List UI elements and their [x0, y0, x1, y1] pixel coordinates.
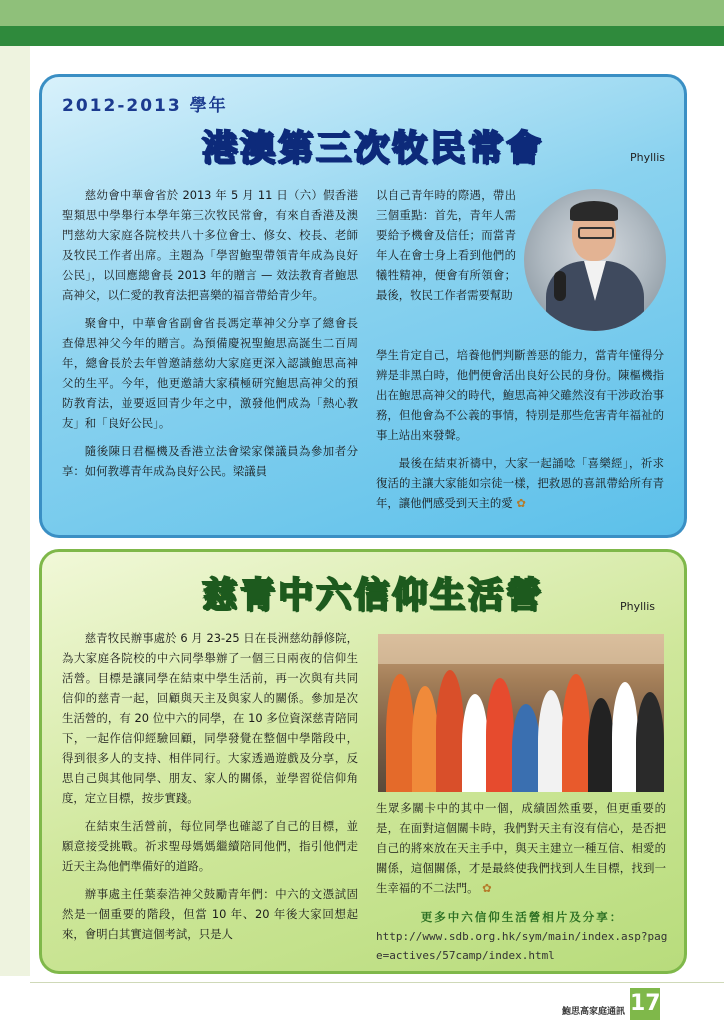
academic-year: 2012-2013 學年 [62, 96, 228, 116]
article-2-left-column [62, 628, 358, 952]
paragraph: 在結束生活營前，每位同學也確認了自己的目標，並願意接受挑戰。祈求聖母媽媽繼續陪同他們，指引他們走近天主為他們準備好的道路。 [62, 819, 358, 873]
article-1-right-bottom-column [376, 345, 664, 521]
more-photos-heading: 更多中六信仰生活營相片及分享： [420, 910, 624, 924]
article-1-box [39, 74, 687, 538]
article-2-title: 慈青中六信仰生活營 [201, 576, 544, 616]
article-2-author: Phyllis [620, 600, 656, 613]
article-2-box [39, 549, 687, 974]
header-dark-band [0, 26, 724, 46]
article-1-title: 港澳第三次牧民常會 [201, 129, 544, 169]
paragraph: 隨後陳日君樞機及香港立法會梁家傑議員為參加者分享：如何教導青年成為良好公民。梁議員 [62, 444, 358, 478]
article-2-right-column [376, 798, 666, 906]
article-1-author: Phyllis [630, 151, 666, 164]
paragraph [376, 798, 666, 898]
paragraph-text: 生眾多關卡中的其中一個，成績固然重要，但更重要的是，在面對這個關卡時，我們對天主有沒有信心，是否把自己的將來放在天主手中，與天主建立一種互信、相愛的關係，這個關係，才是最終使我們找到人生目標，找到一生幸福的不二法門。 [376, 801, 666, 895]
paragraph: 聚會中，中華會省副會省長馮定華神父分享了總會長查偉思神父今年的贈言。為預備慶祝聖鮑思高誕生二百周年，總會長於去年曾邀請慈幼大家庭更深入認識鮑思高神父的生平。今年，他更邀請大家積極研究鮑思高神父的預防教育法，並要返回青少年之中，激發他們成為「熱心教友」和「良好公民」。 [62, 316, 358, 430]
microphone-icon [554, 271, 566, 301]
paragraph [376, 453, 664, 513]
article-1-left-column [62, 185, 358, 489]
end-mark-icon: ✿ [482, 881, 492, 895]
paragraph: 慈青牧民辦事處於 6 月 23-25 日在長洲慈幼靜修院，為大家庭各院校的中六同學舉辦了一個三日兩夜的信仰生活營。目標是讓同學在結束中學生活前，再一次與有共同信仰的慈青一起，回顧與天主及與家人的關係。參加是次生活營的，有 20 位中六的同學，在 10 多位資深慈青陪同下，一起作信仰經驗回顧，同學發覺在整個中學階段中，得到很多人的支持、相伴同行。大家透過遊戲及分享，反思自己與其他同學、朋友、家人的關係，並學習從信仰角度，定立目標，按步實踐。 [62, 631, 358, 805]
footer-divider [30, 982, 724, 983]
page-number: 17 [630, 988, 660, 1020]
paragraph: 慈幼會中華會省於 2013 年 5 月 11 日（六）假香港聖類思中學舉行本學年第三次牧民常會，有來自香港及澳門慈幼大家庭各院校共八十多位會士、修女、校長、老師及牧民工作者出席。主題為「學習鮑聖帶領青年成為良好公民」，以回應總會長 2013 年的贈言 — 效法教育者鮑思高神父，以仁愛的教育法把喜樂的福音帶給青少年。 [62, 188, 358, 302]
camp-group-photo [378, 634, 664, 792]
more-photos-link[interactable]: http://www.sdb.org.hk/sym/main/index.asp?page=actives/57camp/index.html [376, 930, 668, 962]
newsletter-name: 鮑思高家庭通訊 [562, 1007, 626, 1017]
paragraph: 學生肯定自己，培養他們判斷善惡的能力，當青年懂得分辨是非黑白時，他們便會活出良好公民的身份。陳樞機指出在鮑思高神父的時代，鮑思高神父雖然沒有干涉政治事務，但他會為不公義的事情，特別是那些危害青年福祉的事上站出來發聲。 [376, 348, 664, 442]
paragraph-text: 最後在結束祈禱中，大家一起誦唸「喜樂經」，祈求復活的主讓大家能如宗徒一樣，把救恩的喜訊帶給所有青年，讓他們感受到天主的愛 [376, 456, 664, 510]
more-photos-note [376, 908, 668, 965]
left-margin-strip [0, 46, 30, 976]
paragraph: 以自己青年時的際遇，帶出三個重點：首先，青年人需要給予機會及信任；而當青年人在會士身上看到他們的犧牲精神，便會有所領會；最後，牧民工作者需要幫助 [376, 188, 516, 302]
end-mark-icon: ✿ [516, 496, 526, 510]
header-light-band [0, 0, 724, 26]
paragraph: 辦事處主任葉泰浩神父鼓勵青年們：中六的文憑試固然是一個重要的階段，但當 10 年、20 年後大家回想起來，會明白其實這個考試，只是人 [62, 887, 358, 941]
article-1-right-top-text [376, 185, 516, 313]
speaker-photo [524, 189, 666, 331]
